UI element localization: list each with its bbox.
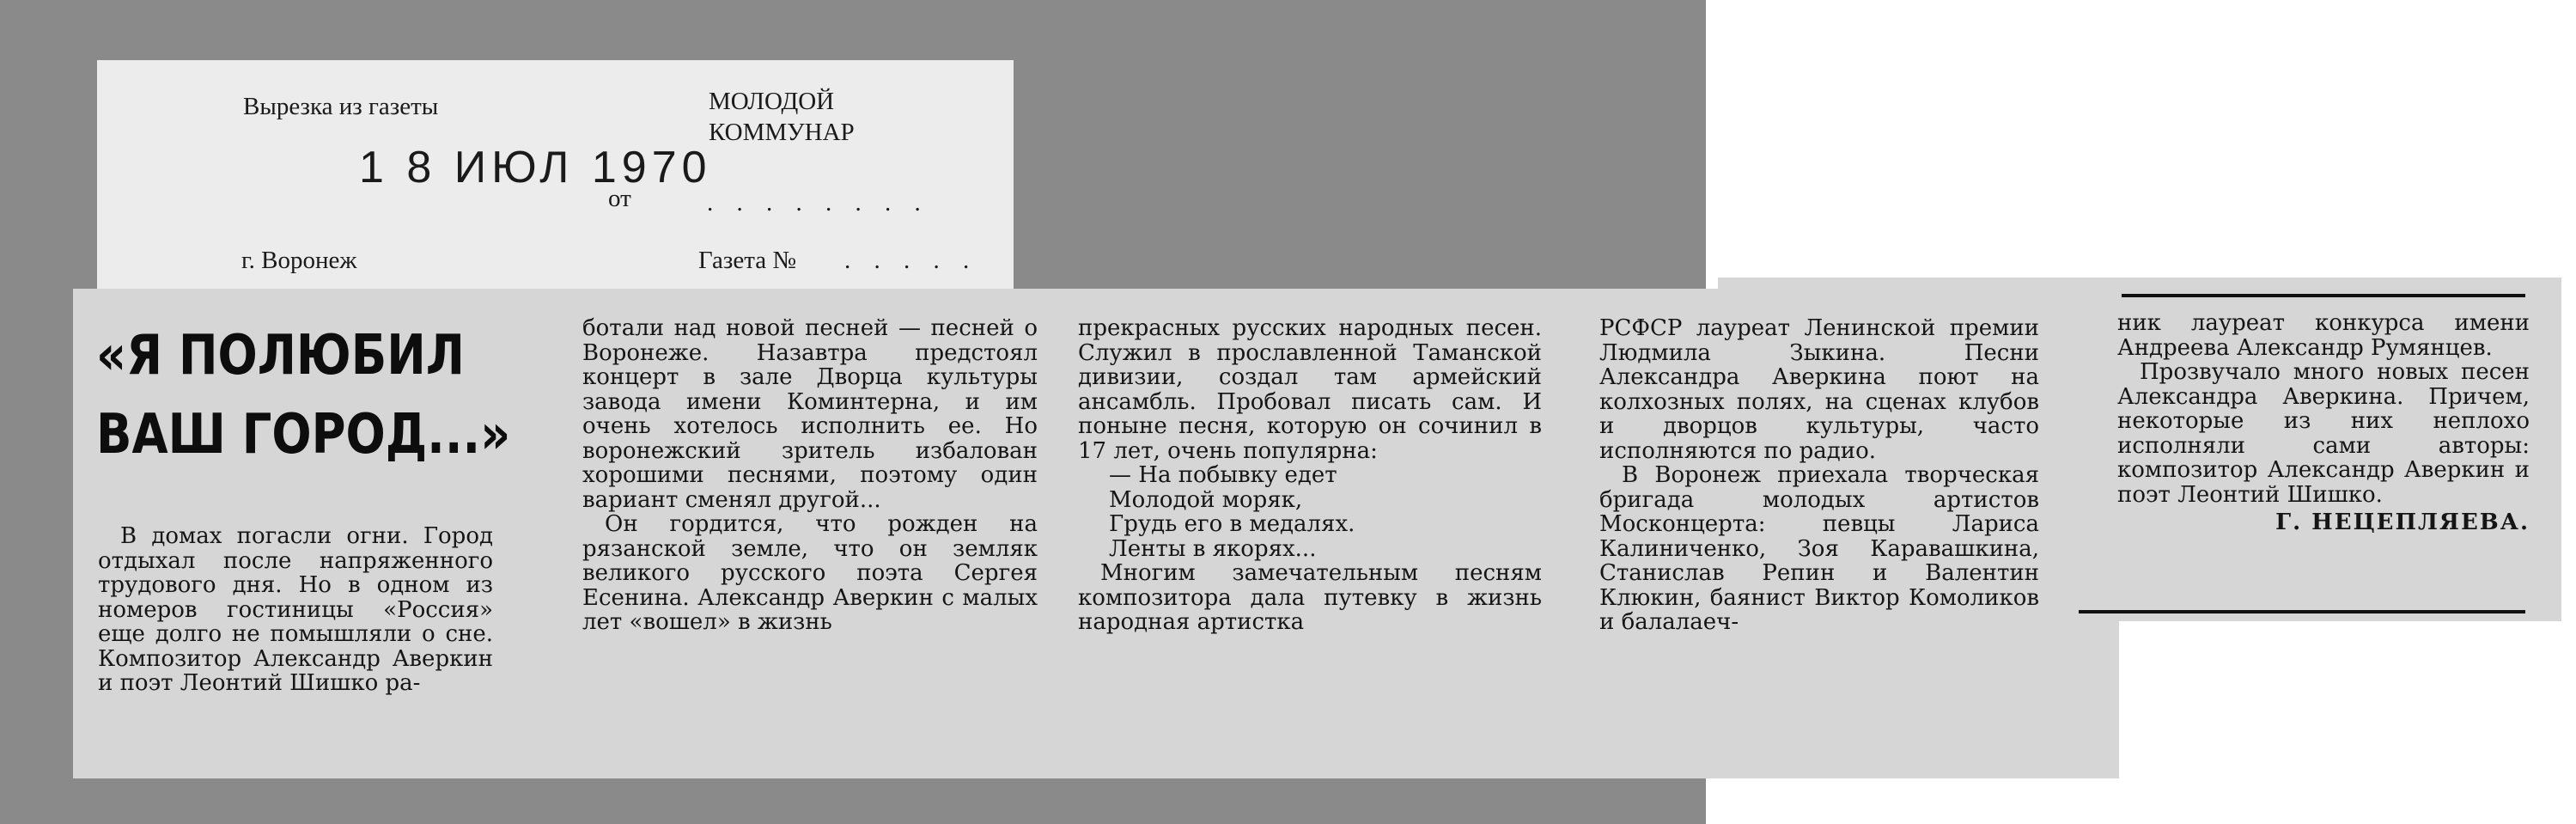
gazette-number-label: Газета № xyxy=(698,247,797,274)
gazette-dots: . . . . . xyxy=(844,247,978,274)
column-2-paragraph-1: ботали над новой песней — песней о Воронеже. Назавтра предстоял концерт в зале Дворца культуры завода имени Коминтерна, и им очень хотелось исполнить ее. Но воронежский зритель избалован хорошими песнями, поэтому один вариант сменял другой... xyxy=(582,315,1038,513)
headline-line-1: «Я ПОЛЮБИЛ xyxy=(96,324,465,388)
date-stamp: 1 8 ИЮЛ 1970 xyxy=(359,143,712,192)
article-column-4 xyxy=(1599,316,2039,635)
verse-line: — На побывку едет xyxy=(1109,462,1337,488)
article-column-2 xyxy=(582,316,1038,635)
article-strip-top xyxy=(1718,278,2122,312)
newspaper-name-line1: МОЛОДОЙ xyxy=(709,88,835,115)
headline-line-2: ВАШ ГОРОД...» xyxy=(96,403,511,467)
article-headline xyxy=(96,316,511,474)
column-5-paragraph-1: ник лауреат конкурса имени Андреева Александр Румянцев. xyxy=(2117,310,2530,361)
bottom-rule xyxy=(2079,610,2525,613)
column-4-paragraph-2: В Воронеж приехала творческая бригада молодых артистов Москонцерта: певцы Лариса Калиниченко, Зоя Каравашкина, Станислав Репин и Валентин Клюкин, баянист Виктор Комоликов и балалаеч- xyxy=(1599,462,2039,635)
author-signature: Г. НЕЦЕПЛЯЕВА. xyxy=(2275,510,2530,535)
date-dots: . . . . . . . . xyxy=(707,189,929,217)
column-2-paragraph-2: Он гордится, что рожден на рязанской земле, что он земляк великого русского поэта Сергея Есенина. Александр Аверкин с малых лет «вошел» в жизнь xyxy=(582,511,1038,635)
clipping-from-label: Вырезка из газеты xyxy=(243,93,439,120)
newspaper-name-line2: КОММУНАР xyxy=(709,119,855,146)
column-3-outro: Многим замечательным песням композитора дала путевку в жизнь народная артистка xyxy=(1078,560,1542,635)
column-4-paragraph-1: РСФСР лауреат Ленинской премии Людмила Зыкина. Песни Александра Аверкина поют на колхозных полях, на сценах клубов и дворцов культуры, часто исполняются по радио. xyxy=(1599,315,2039,464)
article-column-1 xyxy=(98,524,493,696)
column-3-intro: прекрасных русских народных песен. Служил в прославленной Таманской дивизии, создал там армейский ансамбль. Пробовал писать сам. И поныне песня, которую он сочинил в 17 лет, очень популярна: xyxy=(1078,315,1542,464)
date-prefix-label: от xyxy=(608,185,631,212)
column-1-paragraph: В домах погасли огни. Город отдыхал после напряженного трудового дня. Но в одном из номеров гостиницы «Россия» еще долго не помышляли о сне. Композитор Александр Аверкин и поэт Леонтий Шишко ра- xyxy=(98,523,493,696)
verse-line: Ленты в якорях... xyxy=(1109,535,1317,562)
article-column-3 xyxy=(1078,316,1542,635)
column-5-paragraph-2: Прозвучало много новых песен Александра Аверкина. Причем, некоторые из них неплохо исполняли сами авторы: композитор Александр Аверкин и поэт Леонтий Шишко. xyxy=(2117,359,2530,508)
verse-line: Молодой моряк, xyxy=(1109,486,1303,513)
article-column-5 xyxy=(2117,311,2530,535)
city-label: г. Воронеж xyxy=(241,247,357,274)
verse-line: Грудь его в медалях. xyxy=(1109,511,1355,537)
top-rule xyxy=(2122,294,2525,297)
clipping-label xyxy=(97,60,1014,292)
